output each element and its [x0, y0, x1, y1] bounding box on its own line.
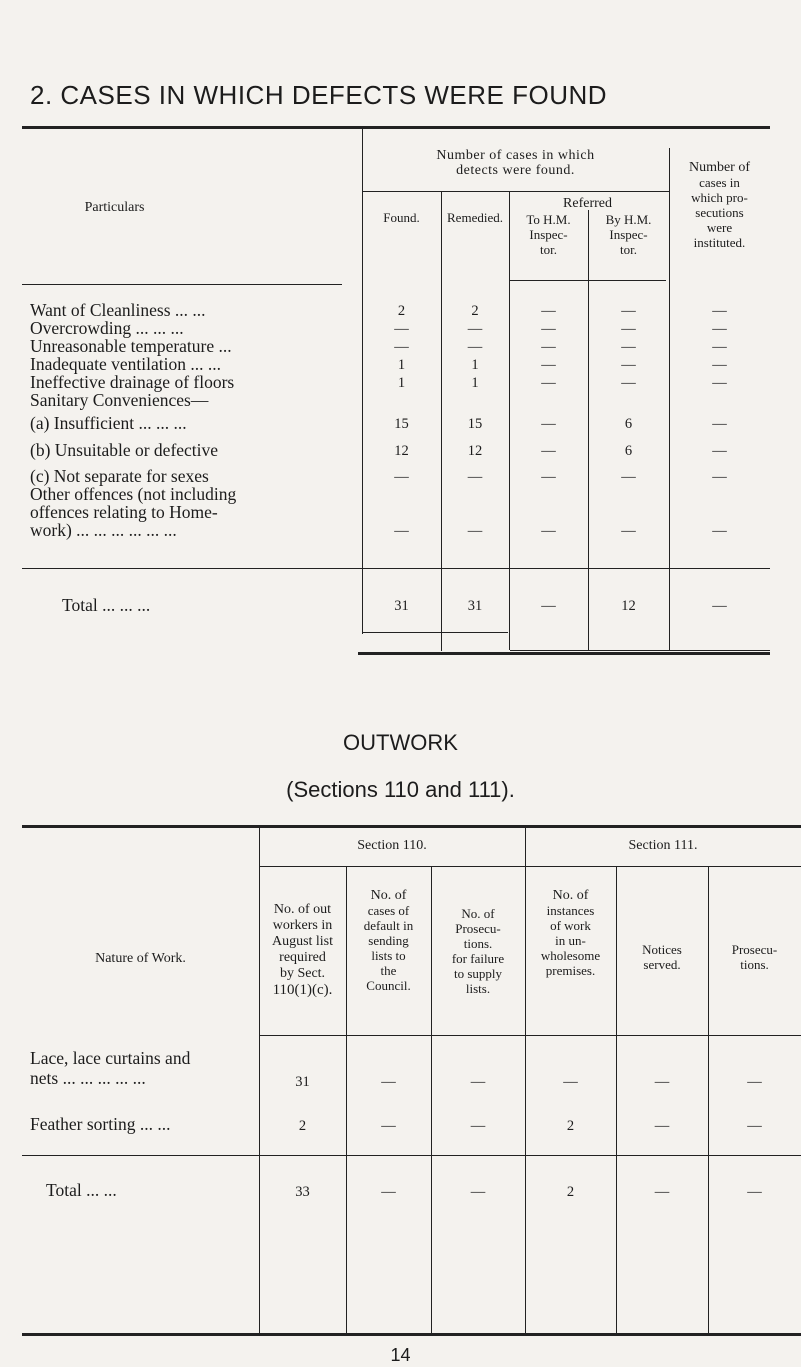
defects-cell-found: — — [394, 339, 409, 355]
page-number: 14 — [390, 1345, 411, 1365]
default-1: No. of — [370, 888, 407, 903]
header-prosecutions — [669, 160, 770, 250]
header-instances — [525, 888, 616, 978]
defects-cell-by-hm: — — [621, 339, 636, 355]
header-section110: Section 110. — [357, 838, 427, 853]
header-to-hm-3: tor. — [540, 242, 557, 257]
defects-cell-by-hm: — — [621, 523, 636, 539]
page-title: 2. CASES IN WHICH DEFECTS WERE FOUND — [30, 80, 608, 110]
outwork-total-label: Total ... ... — [46, 1180, 117, 1200]
defects-cell-found: 2 — [397, 303, 406, 319]
total-found: 31 — [394, 598, 409, 614]
lace-label-1: Lace, lace curtains and — [30, 1048, 191, 1068]
out-workers-4: required — [279, 950, 326, 965]
defects-cell-found: — — [394, 321, 409, 337]
defects-cell-pros: — — [712, 375, 727, 391]
header-prosecutions110 — [431, 906, 525, 996]
defects-row-label: Want of Cleanliness ... ... — [30, 300, 206, 320]
header-group — [362, 148, 669, 178]
header-to-hm-1: To H.M. — [526, 212, 571, 227]
header-particulars: Particulars — [84, 200, 145, 215]
default-6: the — [380, 963, 397, 978]
outwork-subtitle: (Sections 110 and 111). — [286, 777, 515, 802]
defects-cell-by-hm: 6 — [624, 443, 633, 459]
defects-row-label: Unreasonable temperature ... — [30, 336, 232, 356]
header-out-workers — [259, 902, 346, 998]
out-workers-5: by Sect. — [279, 966, 326, 981]
defects-cell-to-hm: — — [541, 321, 556, 337]
defects-row-label: Overcrowding ... ... ... — [30, 318, 184, 338]
pros110-1: No. of — [461, 906, 495, 921]
lace-pros111: — — [747, 1074, 762, 1090]
lace-pros110: — — [470, 1074, 486, 1090]
out-workers-2: workers in — [272, 918, 333, 933]
defects-cell-to-hm: — — [541, 416, 556, 432]
feather-pros111: — — [747, 1118, 762, 1134]
feather-notices: — — [654, 1118, 670, 1134]
defects-row-label: offences relating to Home- — [30, 502, 218, 522]
defects-row-label: work) ... ... ... ... ... ... — [30, 520, 177, 540]
header-prosecutions111 — [708, 942, 801, 972]
defects-cell-by-hm: — — [621, 321, 636, 337]
notices-1: Notices — [642, 942, 682, 957]
default-5: lists to — [371, 948, 406, 963]
defects-row-label: (c) Not separate for sexes — [30, 466, 209, 486]
defects-cell-to-hm: — — [541, 357, 556, 373]
header-remedied: Remedied. — [447, 210, 503, 225]
feather-instances: 2 — [566, 1118, 575, 1134]
instances-4: in un- — [555, 933, 586, 948]
total-to-hm: — — [541, 598, 556, 614]
pros110-6: lists. — [465, 981, 491, 996]
pros110-3: tions. — [463, 936, 493, 951]
defects-cell-pros: — — [712, 469, 727, 485]
instances-3: of work — [550, 918, 591, 933]
defects-row-label: Other offences (not including — [30, 484, 237, 504]
feather-default: — — [381, 1118, 396, 1134]
defects-cell-to-hm: — — [541, 339, 556, 355]
header-group-line2: detects were found. — [456, 163, 575, 178]
header-to-hm-2: Inspec- — [529, 227, 568, 242]
header-default — [346, 888, 431, 993]
lace-instances: — — [563, 1074, 578, 1090]
defects-cell-remedied: 12 — [467, 443, 483, 459]
out-workers-1: No. of out — [273, 902, 332, 917]
defects-row-label: Ineffective drainage of floors — [30, 372, 235, 392]
defects-cell-to-hm: — — [541, 303, 556, 319]
header-group-line1: Number of cases in which — [436, 148, 595, 163]
header-by-hm — [588, 212, 669, 257]
defects-cell-remedied: 2 — [471, 303, 479, 319]
feather-pros110: — — [470, 1118, 486, 1134]
defects-cell-to-hm: — — [541, 523, 556, 539]
outwork-row-feather-label: Feather sorting ... ... — [30, 1114, 171, 1134]
defects-cell-by-hm: 6 — [624, 416, 633, 432]
outwork-total-pros110: — — [470, 1184, 486, 1200]
instances-1: No. of — [552, 888, 589, 903]
defects-cell-found: — — [394, 523, 409, 539]
defects-cell-found: 1 — [397, 375, 406, 391]
defects-cell-pros: — — [712, 303, 727, 319]
lace-label-2: nets ... ... ... ... ... — [30, 1068, 146, 1088]
default-4: sending — [368, 933, 409, 948]
header-pros-2: cases in — [699, 175, 740, 190]
header-pros-6: instituted. — [693, 235, 746, 250]
total-label: Total ... ... ... — [62, 595, 151, 615]
header-by-hm-3: tor. — [620, 242, 637, 257]
defects-cell-remedied: — — [467, 469, 483, 485]
defects-cell-by-hm: — — [621, 357, 636, 373]
defects-cell-remedied: 1 — [471, 375, 479, 391]
header-by-hm-2: Inspec- — [609, 227, 648, 242]
defects-cell-found: — — [394, 469, 409, 485]
total-by-hm: 12 — [621, 598, 636, 614]
outwork-total-pros111: — — [747, 1184, 762, 1200]
notices-2: served. — [643, 957, 681, 972]
default-7: Council. — [366, 978, 411, 993]
defects-row-label: Inadequate ventilation ... ... — [30, 354, 221, 374]
pros111-2: tions. — [740, 957, 769, 972]
defects-cell-to-hm: — — [541, 375, 556, 391]
defects-cell-pros: — — [712, 357, 727, 373]
defects-cell-by-hm: — — [621, 303, 636, 319]
defects-row-label: (a) Insufficient ... ... ... — [30, 413, 187, 433]
outwork-total-notices: — — [654, 1184, 670, 1200]
header-section111: Section 111. — [628, 838, 698, 853]
lace-notices: — — [654, 1074, 670, 1090]
defects-cell-found: 15 — [394, 416, 409, 432]
defects-cell-to-hm: — — [541, 443, 556, 459]
total-remedied: 31 — [467, 598, 483, 614]
defects-cell-pros: — — [712, 321, 727, 337]
default-3: default in — [363, 918, 414, 933]
defects-cell-remedied: — — [467, 339, 483, 355]
defects-cell-remedied: — — [467, 321, 483, 337]
header-found: Found. — [383, 210, 420, 225]
header-notices — [616, 942, 708, 972]
defects-cell-remedied: — — [467, 523, 483, 539]
defects-cell-pros: — — [712, 416, 727, 432]
pros110-2: Prosecu- — [455, 921, 501, 936]
outwork-row-lace-label — [30, 1048, 190, 1088]
instances-2: instances — [546, 903, 595, 918]
header-pros-5: were — [706, 220, 733, 235]
defects-row-label: (b) Unsuitable or defective — [30, 440, 219, 460]
header-referred: Referred — [563, 196, 612, 211]
header-nature: Nature of Work. — [95, 951, 186, 966]
out-workers-3: August list — [271, 934, 334, 949]
defects-cell-remedied: 15 — [467, 416, 483, 432]
defects-cell-found: 1 — [397, 357, 406, 373]
defects-row-label: Sanitary Conveniences— — [30, 390, 209, 410]
lace-out-workers: 31 — [295, 1074, 310, 1090]
outwork-total-default: — — [381, 1184, 396, 1200]
outwork-total-instances: 2 — [566, 1184, 575, 1200]
defects-cell-by-hm: — — [621, 375, 636, 391]
defects-cell-by-hm: — — [621, 469, 636, 485]
pros110-4: for failure — [451, 951, 505, 966]
outwork-title: OUTWORK — [343, 730, 458, 755]
instances-6: premises. — [545, 963, 596, 978]
header-to-hm — [509, 212, 588, 257]
pros111-1: Prosecu- — [731, 942, 778, 957]
total-prosecutions: — — [712, 598, 727, 614]
defects-cell-pros: — — [712, 443, 727, 459]
defects-cell-to-hm: — — [541, 469, 556, 485]
defects-cell-found: 12 — [394, 443, 409, 459]
outwork-total-out-workers: 33 — [295, 1184, 310, 1200]
pros110-5: to supply — [453, 966, 503, 981]
header-pros-3: which pro- — [691, 190, 748, 205]
defects-cell-pros: — — [712, 339, 727, 355]
header-pros-1: Number of — [688, 160, 751, 175]
default-2: cases of — [367, 903, 410, 918]
header-pros-4: secutions — [695, 205, 744, 220]
feather-out-workers: 2 — [298, 1118, 307, 1134]
instances-5: wholesome — [540, 948, 601, 963]
lace-default: — — [381, 1074, 396, 1090]
defects-cell-pros: — — [712, 523, 727, 539]
defects-cell-remedied: 1 — [471, 357, 479, 373]
out-workers-6: 110(1)(c). — [272, 982, 333, 998]
header-by-hm-1: By H.M. — [605, 212, 652, 227]
